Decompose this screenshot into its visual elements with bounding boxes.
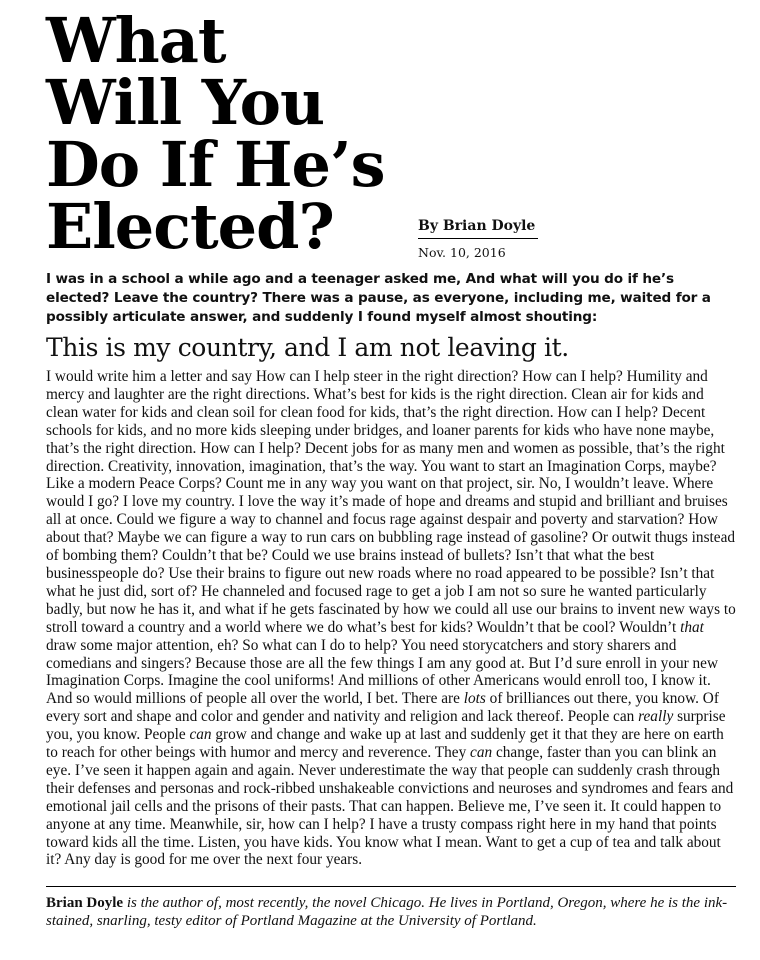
publish-date: Nov. 10, 2016 <box>418 245 506 260</box>
headline-line: Do If He’s <box>46 128 385 201</box>
body-text-segment: surprise you, you know. People <box>46 708 726 744</box>
emphasis: really <box>638 708 674 726</box>
byline: By Brian Doyle <box>418 218 538 239</box>
emphasis: can <box>470 744 493 762</box>
body-paragraph <box>46 368 736 869</box>
author-bio-text: is the author of, most recently, the novel Chicago. He lives in Portland, Oregon, where he is the ink-stained, snarling, testy editor of Portland Magazine at the University of Portland. <box>46 895 728 929</box>
pull-quote: This is my country, and I am not leaving it. <box>46 333 569 362</box>
headline-line: What <box>46 4 226 77</box>
author-bio <box>46 894 736 930</box>
emphasis: that <box>680 618 704 636</box>
body-text-segment: of brilliances out there, you know. Of every sort and shape and color and gender and nativity and religion and lack thereof. People can <box>46 690 719 726</box>
divider <box>46 886 736 887</box>
headline-line: Will You <box>46 66 325 139</box>
body-text-segment: grow and change and wake up at last and suddenly get it that they are here on earth to reach for other beings with humor and mercy and reverence. They <box>46 726 724 762</box>
body-text-segment: change, faster than you can blink an eye. I’ve seen it happen again and again. Never underestimate the way that people can suddenly crash through their defenses and personas and rock-ribbed unshakeable convictions and neuroses and syndromes and fears and emotional jail cells and the prisons of their pasts. That can happen. Believe me, I’ve seen it. It could happen to anyone at any time. Meanwhile, sir, how can I help? I have a trusty compass right here in my hand that points toward kids all the time. Listen, you have kids. You know what I mean. Want to get a cup of tea and talk about it? Any day is good for me over the next four years. <box>46 744 734 869</box>
body-text-segment: I would write him a letter and say How can I help steer in the right direction? How can I help? Humility and mercy and laughter are the right directions. What’s best for kids is the right direction. Clean air for kids and clean water for kids and clean soil for clean food for kids, that’s the right direction. How can I help? Decent schools for kids, and no more kids sleeping under bridges, and loaner parents for kids who have none maybe, that’s the right direction. How can I help? Decent jobs for as many men and women as possible, that’s the right direction. Creativity, innovation, imagination, that’s the way. You want to start an Imagination Corps, maybe? Like a modern Peace Corps? Count me in any way you want on that project, sir. No, I wouldn’t leave. Where would I go? I love my country. I love the way it’s made of hope and dreams and stupid and brilliant and bruises all at once. Could we figure a way to channel and focus rage against despair and poverty and starvation? How about that? Maybe we can figure a way to run cars on bubbling rage instead of gasoline? Or outwit thugs instead of bombing them? Couldn’t that be? Could we use brains instead of bullets? Isn’t that what the best businesspeople do? Use their brains to figure out new roads where no road appeared to be possible? Isn’t that what he just did, sort of? He channeled and focused rage to get a job I am not so sure he wanted particularly badly, but now he has it, and what if he gets fascinated by how we could all use our brains to invent new ways to stroll toward a country and a world where we do what’s best for kids? Wouldn’t that be cool? Wouldn’t <box>46 368 736 636</box>
author-name: Brian Doyle <box>46 895 124 911</box>
headline <box>46 4 426 263</box>
body-text-segment: draw some major attention, eh? So what can I do to help? You need storycatchers and story sharers and comedians and singers? Because those are all the few things I am any good at. But I’d sure enroll in your new Imagination Corps. Imagine the cool uniforms! And millions of other Americans would enroll too, I know it. And so would millions of people all over the world, I bet. There are <box>46 636 719 708</box>
emphasis: can <box>189 726 212 744</box>
intro-paragraph: I was in a school a while ago and a teenager asked me, And what will you do if he’s elected? Leave the country? There was a pause, as everyone, including me, waited for a possibly articulate answer, and suddenly I found myself almost shouting: <box>46 271 711 325</box>
emphasis: lots <box>463 690 486 708</box>
headline-line: Elected? <box>46 190 334 263</box>
